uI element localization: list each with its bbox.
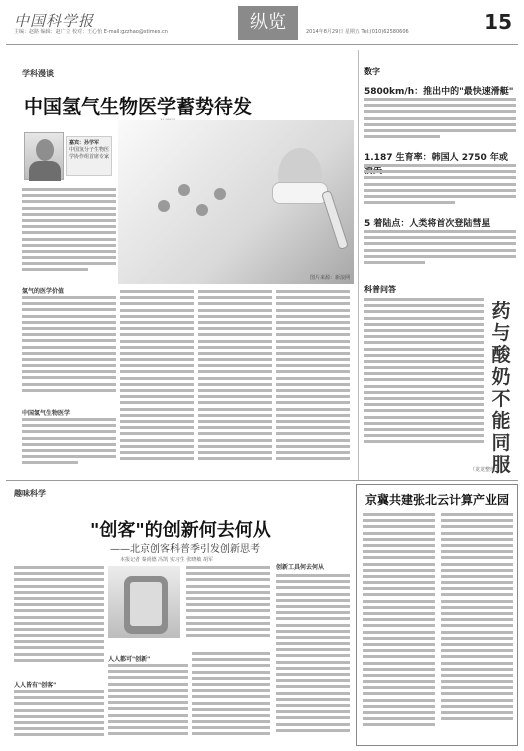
feature-title: "创客"的创新何去何从 xyxy=(90,520,271,541)
feature-subtitle: ——北京创客科普季引发创新思考 xyxy=(110,544,260,555)
numbers-text-1 xyxy=(364,98,516,142)
feature-byline: 本报记者 秦尚德 冯凯 实习生 张晓敏 胡军 xyxy=(120,557,213,563)
feature-col-1-text xyxy=(14,566,104,676)
feature-col-4-text xyxy=(276,574,350,746)
feature-subhead-2: 人人都可"创新" xyxy=(108,656,151,663)
phone-screen xyxy=(130,582,162,626)
phone-photo xyxy=(108,566,180,638)
masthead xyxy=(6,4,518,44)
page-number: 15 xyxy=(484,10,512,34)
caption-role: 中国氢分子生物医学协作组首席专家 xyxy=(69,147,110,160)
portrait-photo xyxy=(24,132,64,180)
lead-subhead-1: 氢气的医学价值 xyxy=(22,288,65,295)
feature-col-2a-text xyxy=(186,566,270,646)
lab-photo xyxy=(118,120,354,284)
qa-section-label: 科普问答 xyxy=(364,285,396,294)
researcher-mask xyxy=(272,182,328,204)
numbers-head-2: 1.187 生育率：韩国人 2750 年或 xyxy=(364,153,508,163)
editor-info: 主编：赵路 编辑：赵广立 校对：王心怡 E-mail:gzzhao@stimes.cn xyxy=(14,29,168,35)
feature-col-3-text xyxy=(192,652,270,746)
qa-text xyxy=(364,298,484,466)
boxed-col-2-text xyxy=(441,513,513,741)
feature-subhead-3: 创新工具何去何从 xyxy=(276,564,325,571)
numbers-head-1: 5800km/h：推出中的"最快速滑艇" xyxy=(364,87,514,97)
boxed-article-title: 京冀共建张北云计算产业园 xyxy=(364,493,509,507)
masthead-rule xyxy=(6,44,518,45)
lead-subhead-2: 中国氢气生物医学 xyxy=(22,410,71,417)
lead-col-1b-text xyxy=(22,418,116,474)
lab-photo-credit: 图片来源：新浪网 xyxy=(309,275,350,281)
feature-kicker: 趣味科学 xyxy=(14,489,46,498)
lead-kicker: 学科漫谈 xyxy=(22,69,54,78)
feature-col-1b-text xyxy=(14,690,104,746)
lead-col-2-text xyxy=(120,290,194,476)
qa-byline: （龙龙整理） xyxy=(470,467,501,473)
test-tube xyxy=(321,190,349,250)
molecule-graphic xyxy=(158,180,228,230)
section-title: 纵览 xyxy=(238,6,298,40)
lead-col-1-text xyxy=(22,296,116,404)
newspaper-logo: 中国科学报 xyxy=(14,12,95,30)
lead-col-3-text xyxy=(198,290,272,476)
lead-col-4-text xyxy=(276,290,350,476)
qa-vertical-title: 药与酸奶不能同服 xyxy=(491,300,511,476)
boxed-col-1-text xyxy=(363,513,435,741)
feature-subhead-1: 人人皆有"创客" xyxy=(14,682,57,689)
portrait-body xyxy=(29,161,61,181)
portrait-head xyxy=(36,139,54,161)
caption-name: 嘉宾：孙学军 xyxy=(69,140,100,146)
lead-intro-text xyxy=(22,188,116,280)
lead-headline: 中国氢气生物医学蓄势待发 xyxy=(24,96,253,118)
numbers-head-3: 5 着陆点：人类将首次登陆彗星 xyxy=(364,219,491,229)
boxed-article xyxy=(356,484,518,746)
column-divider xyxy=(358,50,359,480)
dateline: 2014年8月29日 星期五 Tel:(010)62580606 xyxy=(306,29,409,35)
portrait-caption xyxy=(66,136,112,176)
mid-rule xyxy=(6,480,518,481)
feature-col-2-text xyxy=(108,664,188,746)
numbers-section-label: 数字 xyxy=(364,67,380,76)
numbers-text-3 xyxy=(364,230,516,270)
numbers-text-2 xyxy=(364,164,516,208)
